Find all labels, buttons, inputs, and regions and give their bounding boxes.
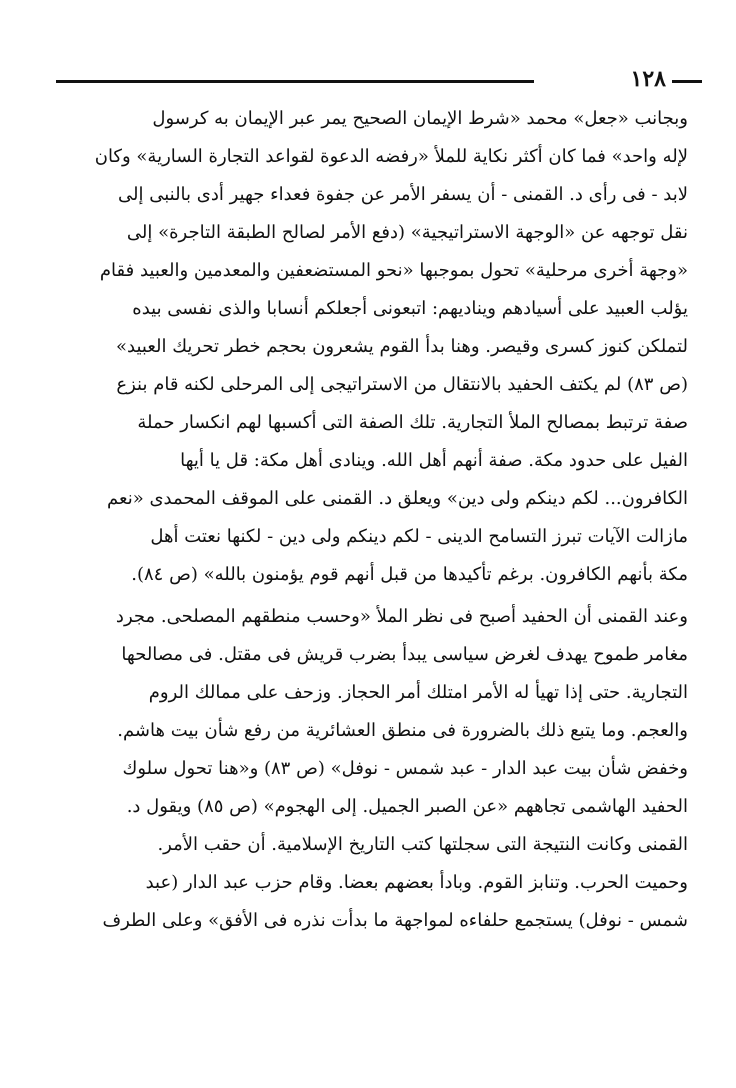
text-line: الحفيد الهاشمى تجاههم «عن الصبر الجميل. إلى الهجوم» (ص ٨٥) ويقول د. xyxy=(126,796,688,817)
header-rule xyxy=(56,80,534,83)
text-line: والعجم. وما يتبع ذلك بالضرورة فى منطق العشائرية من رفع شأن بيت هاشم. xyxy=(117,720,688,741)
text-line: الكافرون... لكم دينكم ولى دين» ويعلق د. القمنى على الموقف المحمدى «نعم xyxy=(107,488,688,509)
text-line: شمس - نوفل) يستجمع حلفاءه لمواجهة ما بدأت نذره فى الأفق» وعلى الطرف xyxy=(102,910,688,931)
body-text xyxy=(48,100,688,940)
text-line: وعند القمنى أن الحفيد أصبح فى نظر الملأ «وحسب منطقهم المصلحى. مجرد xyxy=(115,606,688,627)
text-line: «وجهة أخرى مرحلية» تحول بموجبها «نحو المستضعفين والمعدمين والعبيد فقام xyxy=(99,260,688,281)
text-line: وحميت الحرب. وتنابز القوم. وبادأ بعضهم بعضا. وقام حزب عبد الدار (عبد xyxy=(145,872,688,893)
text-line: التجارية. حتى إذا تهيأ له الأمر امتلك أمر الحجاز. وزحف على ممالك الروم xyxy=(148,682,688,703)
text-line: الفيل على حدود مكة. صفة أنهم أهل الله. وينادى أهل مكة: قل يا أيها xyxy=(180,450,688,471)
text-line: وبجانب «جعل» محمد «شرط الإيمان الصحيح يمر عبر الإيمان به كرسول xyxy=(152,108,688,129)
text-line: صفة ترتبط بمصالح الملأ التجارية. تلك الصفة التى أكسبها لهم انكسار حملة xyxy=(137,412,688,433)
text-line: القمنى وكانت النتيجة التى سجلتها كتب التاريخ الإسلامية. أن حقب الأمر. xyxy=(157,834,688,855)
header-rule-short xyxy=(672,80,702,83)
text-line: نقل توجهه عن «الوجهة الاستراتيجية» (دفع الأمر لصالح الطبقة التاجرة» إلى xyxy=(126,222,688,243)
text-line: لابد - فى رأى د. القمنى - أن يسفر الأمر عن جفوة فعداء جهير أدى بالنبى إلى xyxy=(118,184,688,205)
text-line: مكة بأنهم الكافرون. برغم تأكيدها من قبل أنهم قوم يؤمنون بالله» (ص ٨٤). xyxy=(131,564,688,585)
text-line: يؤلب العبيد على أسيادهم ويناديهم: اتبعونى أجعلكم أنسابا والذى نفسى بيده xyxy=(132,298,688,319)
text-line: لتملكن كنوز كسرى وقيصر. وهنا بدأ القوم يشعرون بحجم خطر تحريك العبيد» xyxy=(116,336,688,357)
text-line: لإله واحد» فما كان أكثر نكاية للملأ «رفضه الدعوة لقواعد التجارة السارية» وكان xyxy=(94,146,688,167)
text-line: مازالت الآيات تبرز التسامح الدينى - لكم دينكم ولى دين - لكنها نعتت أهل xyxy=(150,526,688,547)
text-line: وخفض شأن بيت عبد الدار - عبد شمس - نوفل» (ص ٨٣) و«هنا تحول سلوك xyxy=(122,758,688,779)
text-line: مغامر طموح يهدف لغرض سياسى يبدأ بضرب قريش فى مقتل. فى مصالحها xyxy=(121,644,688,665)
page-header xyxy=(56,60,702,100)
page-number: ١٢٨ xyxy=(630,66,666,92)
text-line: (ص ٨٣) لم يكتف الحفيد بالانتقال من الاستراتيجى إلى المرحلى لكنه قام بنزع xyxy=(116,374,688,395)
